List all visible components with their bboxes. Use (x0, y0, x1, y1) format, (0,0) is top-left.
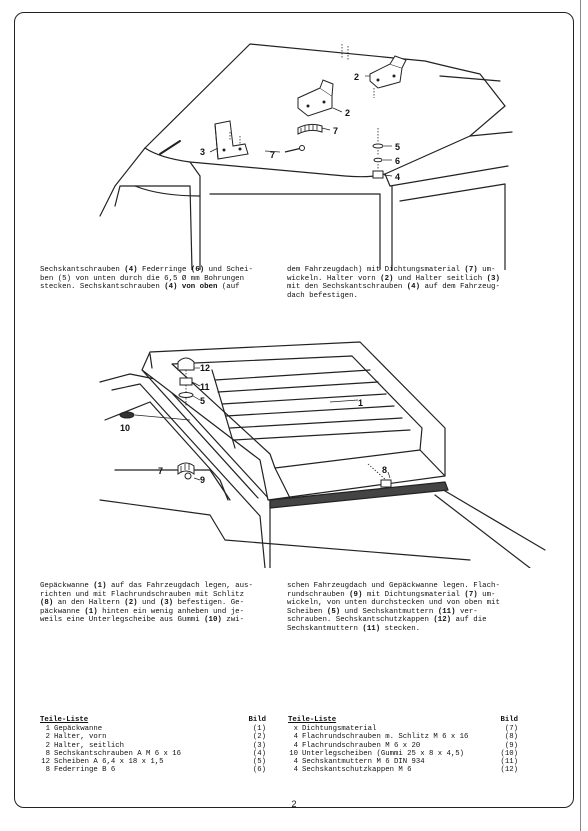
fig1-label-3: 3 (200, 147, 206, 157)
text-line (40, 275, 253, 284)
fig2-label-12: 12 (200, 363, 211, 373)
parts-row (40, 742, 266, 750)
text-run: Scheiben (287, 607, 327, 616)
parts-list-header (40, 716, 266, 724)
fig1-label-7b: 7 (270, 150, 276, 160)
parts-qty: 8 (45, 766, 50, 775)
text-line (287, 616, 500, 625)
fig2-label-1: 1 (358, 398, 364, 408)
text-run: Sechskantschrauben (40, 266, 125, 274)
parts-qty: 4 (293, 733, 298, 742)
parts-qty: 1 (45, 725, 50, 734)
text-run: an den Haltern (53, 599, 125, 608)
parts-bild: (1) (252, 725, 266, 734)
text-line (40, 599, 253, 608)
text-run: zwi- (221, 616, 245, 625)
text-run: und Halter seitlich (393, 274, 487, 283)
parts-qty: 10 (289, 749, 298, 758)
parts-qty: x (293, 725, 298, 734)
fig2-label-5: 5 (200, 396, 206, 406)
text-run: Gepäckwanne (40, 582, 94, 590)
text-run: ben (5) von unten durch die 6,5 Ø mm Bohrungen (40, 274, 245, 283)
text-line (40, 608, 253, 617)
text-line (287, 582, 500, 591)
parts-list-header-right (288, 716, 518, 724)
figure-roof-brackets (40, 36, 540, 270)
parts-list-left (40, 716, 266, 774)
parts-desc: Halter, vorn (54, 733, 107, 742)
text-line (40, 591, 253, 600)
parts-bild: (6) (252, 766, 266, 775)
parts-bild: (2) (252, 733, 266, 742)
parts-row (40, 725, 266, 733)
fig1-label-4: 4 (395, 172, 401, 182)
fig2-label-10: 10 (120, 423, 131, 433)
parts-qty: 12 (41, 758, 50, 767)
parts-qty: 8 (45, 749, 50, 758)
parts-bild: (5) (252, 758, 266, 767)
parts-bild: (3) (252, 741, 266, 750)
text-run: und (137, 599, 160, 608)
text-line (287, 292, 500, 301)
text-run-bold: (7) (464, 590, 478, 599)
text-run: mit Dichtungsmaterial (362, 590, 465, 599)
fig2-label-8: 8 (382, 465, 388, 475)
fig1-label-6: 6 (395, 156, 401, 166)
text-line (40, 582, 253, 591)
text-line (287, 275, 500, 284)
text-run: hinten ein wenig anheben und je- (97, 607, 245, 616)
paragraph-1-left (40, 266, 253, 292)
text-run-bold: (1) (93, 582, 107, 590)
fig1-label-2a: 2 (354, 72, 360, 82)
page-edge-line (580, 0, 581, 831)
parts-desc: Flachrundschrauben M 6 x 20 (302, 741, 421, 750)
fig1-label-2b: 2 (345, 108, 351, 118)
fig2-label-7: 7 (158, 466, 164, 476)
parts-row (288, 750, 518, 758)
text-run: Sechskantmuttern (287, 624, 363, 633)
text-run: mit den Sechskantschrauben (287, 283, 407, 292)
text-run: schen Fahrzeugdach und Gepäckwanne legen. Flach- (287, 582, 500, 590)
parts-qty: 4 (293, 741, 298, 750)
parts-desc: Sechskantschutzkappen M 6 (302, 766, 412, 775)
text-run-bold: (6) (190, 266, 205, 274)
parts-row (40, 733, 266, 741)
page-number: 2 (291, 799, 297, 809)
parts-list-right (288, 716, 518, 774)
text-line (287, 608, 500, 617)
text-run: wickeln. Halter vorn (287, 274, 381, 283)
text-line (287, 591, 500, 600)
figure-luggage-tray (90, 340, 560, 568)
fig2-label-9: 9 (200, 475, 206, 485)
parts-desc: Sechskantmuttern M 6 DIN 934 (302, 758, 425, 767)
parts-row (288, 725, 518, 733)
parts-row (288, 766, 518, 774)
text-run-bold: (11) (437, 607, 456, 616)
parts-row (288, 758, 518, 766)
text-line (287, 283, 500, 292)
text-run-bold: (1) (84, 607, 98, 616)
fig1-label-5: 5 (395, 142, 401, 152)
text-line (287, 625, 500, 634)
parts-row (40, 750, 266, 758)
text-run-bold: (3) (486, 274, 500, 283)
parts-row (288, 733, 518, 741)
text-run: um- (477, 266, 496, 274)
text-run: richten und mit Flachrundschrauben mit Schlitz (40, 590, 245, 599)
text-run-bold: (2) (124, 599, 138, 608)
text-line (40, 283, 253, 292)
parts-list-title-right: Teile-Liste (288, 716, 337, 724)
text-run: stecken. (380, 624, 421, 633)
text-run-bold: (12) (433, 616, 452, 625)
paragraph-2-left (40, 582, 253, 625)
parts-bild: (10) (500, 749, 518, 758)
paragraph-1-right (287, 266, 500, 300)
parts-list-title: Teile-Liste (40, 716, 89, 724)
parts-bild: (9) (504, 741, 518, 750)
text-run: dach befestigen. (287, 291, 358, 300)
parts-row (40, 766, 266, 774)
parts-bild: (11) (500, 758, 518, 767)
text-run: auf dem Fahrzeug- (420, 283, 500, 292)
paragraph-2-right (287, 582, 500, 634)
text-run-bold: (4) von oben (164, 283, 218, 292)
text-run: weils eine Unterlegscheibe aus Gummi (40, 616, 205, 625)
parts-rows (40, 725, 266, 774)
fig2-label-11: 11 (200, 382, 210, 392)
parts-desc: Scheiben A 6,4 x 18 x 1,5 (54, 758, 164, 767)
text-run-bold: (9) (349, 590, 363, 599)
parts-desc: Flachrundschrauben m. Schlitz M 6 x 16 (302, 733, 469, 742)
parts-row (288, 742, 518, 750)
parts-qty: 4 (293, 758, 298, 767)
text-run: päckwanne (40, 607, 85, 616)
text-run: auf das Fahrzeugdach legen, aus- (106, 582, 253, 590)
text-run: und Sechskantmuttern (340, 607, 438, 616)
parts-desc: Dichtungsmaterial (302, 725, 377, 734)
parts-bild: (7) (504, 725, 518, 734)
text-run: wickeln, von unten durchstecken und von oben mit (287, 599, 500, 608)
parts-qty: 2 (45, 733, 50, 742)
text-run: und Schei- (204, 266, 253, 274)
text-run: um- (477, 590, 496, 599)
text-run-bold: (3) (159, 599, 174, 608)
text-run: rundschrauben (287, 590, 350, 599)
text-line (40, 616, 253, 625)
parts-list-bild-header-right: Bild (500, 716, 518, 724)
text-run-bold: (7) (464, 266, 478, 274)
parts-qty: 2 (45, 741, 50, 750)
text-run-bold: (4) (124, 266, 138, 274)
parts-desc: Halter, seitlich (54, 741, 125, 750)
parts-desc: Gepäckwanne (54, 725, 103, 734)
parts-bild: (8) (504, 733, 518, 742)
text-line (287, 599, 500, 608)
text-run: ver- (455, 607, 478, 616)
text-run-bold: (4) (406, 283, 421, 292)
text-run: (auf (217, 283, 240, 292)
text-run: befestigen. Ge- (173, 599, 245, 608)
text-run: stecken. Sechskantschrauben (40, 283, 165, 292)
text-run: auf die (451, 616, 487, 625)
parts-bild: (12) (500, 766, 518, 775)
parts-row (40, 758, 266, 766)
text-line (40, 266, 253, 275)
text-run-bold: (2) (380, 274, 394, 283)
parts-list-bild-header: Bild (248, 716, 266, 724)
text-run: schrauben. Sechskantschutzkappen (287, 616, 434, 625)
parts-desc: Federringe B 6 (54, 766, 116, 775)
text-run: dem Fahrzeugdach) mit Dichtungsmaterial (287, 266, 465, 274)
parts-rows-right (288, 725, 518, 774)
parts-desc: Sechskantschrauben A M 6 x 16 (54, 749, 181, 758)
fig1-label-7a: 7 (333, 126, 339, 136)
text-run-bold: (11) (362, 624, 381, 633)
parts-desc: Unterlegscheiben (Gummi 25 x 8 x 4,5) (302, 749, 465, 758)
text-run: Federringe (137, 266, 191, 274)
parts-bild: (4) (252, 749, 266, 758)
text-line (287, 266, 500, 275)
parts-qty: 4 (293, 766, 298, 775)
text-run-bold: (8) (40, 599, 54, 608)
text-run-bold: (10) (204, 616, 222, 625)
text-run-bold: (5) (326, 607, 341, 616)
